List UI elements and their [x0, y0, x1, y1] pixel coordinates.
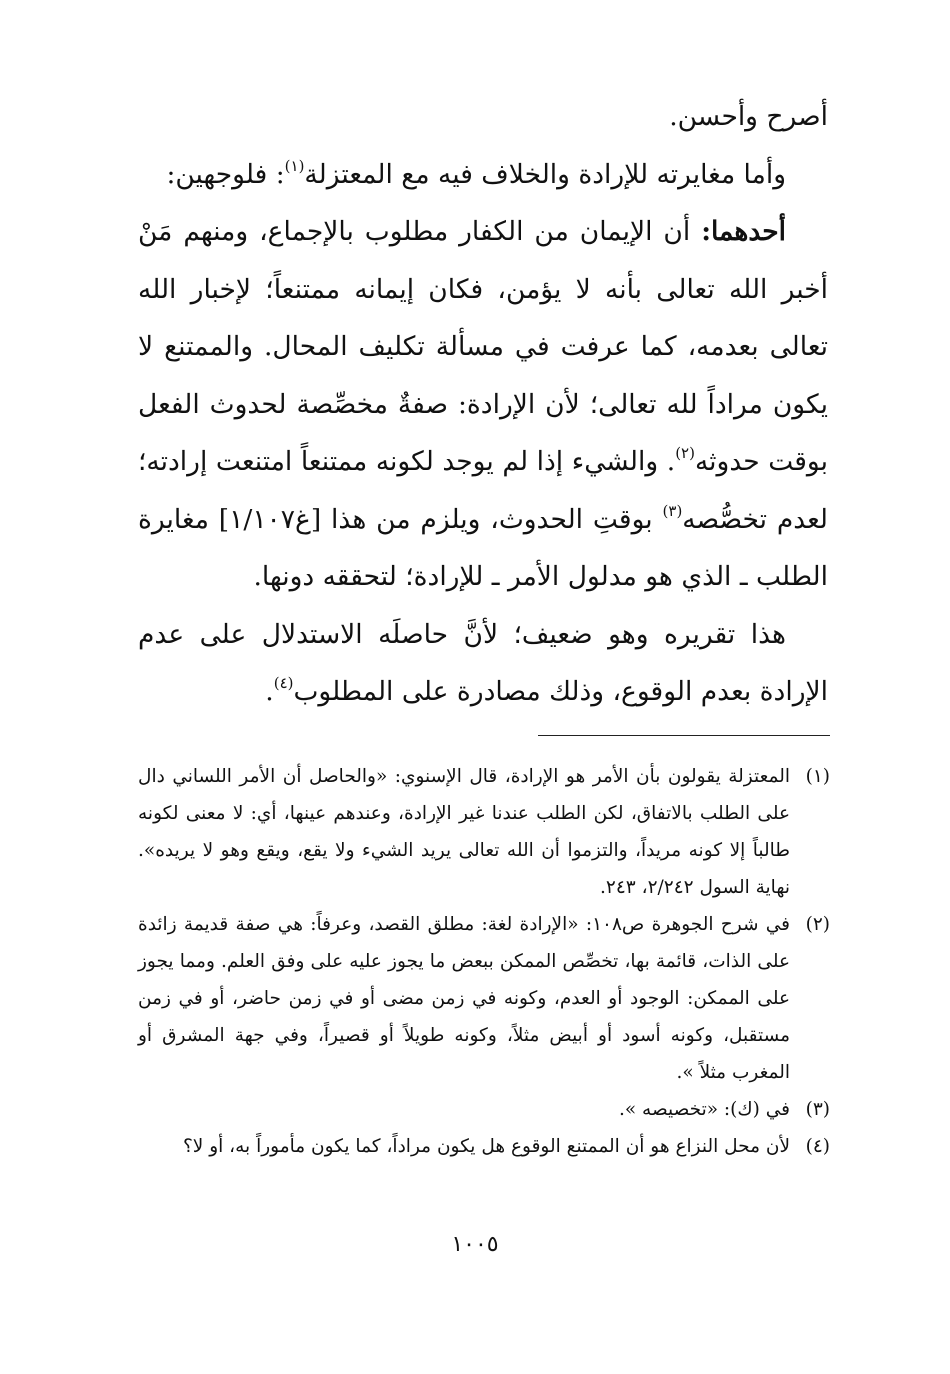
footnote-1	[138, 758, 830, 906]
paragraph-3-text-a: أن الإيمان من الكفار مطلوب بالإجماع، ومنهم مَنْ أخبر الله تعالى بأنه لا يؤمن، فكان إيمانه ممتنعاً؛ لإخبار الله تعالى بعدمه، كما عرفت في مسألة تكليف المحال. والممتنع لا يكون مراداً لله تعالى؛ لأن الإرادة: صفةٌ مخصِّصة لحدوث الفعل بوقت حدوثه	[138, 216, 828, 477]
footnote-separator	[538, 735, 830, 736]
footnote-ref-4[interactable]: (٤)	[273, 674, 294, 692]
main-text	[138, 88, 828, 721]
footnote-text: في (ك): «تخصيصه ».	[618, 1099, 790, 1120]
footnote-number: (٣)	[805, 1099, 830, 1120]
paragraph-2	[138, 146, 828, 204]
page-number: ١٠٠٥	[451, 1232, 499, 1257]
footnote-number: (٤)	[805, 1136, 830, 1157]
footnote-2	[138, 906, 830, 1091]
paragraph-2-text: وأما مغايرته للإرادة والخلاف فيه مع المعتزلة	[304, 158, 786, 190]
paragraph-4	[138, 606, 828, 721]
paragraph-3	[138, 203, 828, 606]
footnotes	[138, 758, 830, 1165]
footnote-ref-1[interactable]: (١)	[284, 156, 305, 175]
footnote-number: (٢)	[805, 914, 830, 935]
paragraph-2-tail: : فلوجهين:	[166, 158, 285, 190]
paragraph-3-text-c: بوقتِ الحدوث، ويلزم من هذا [غ١/١٠٧] مغايرة الطلب ـ الذي هو مدلول الأمر ـ للإرادة؛ لتحققه دونها.	[138, 503, 828, 592]
footnote-text: المعتزلة يقولون بأن الأمر هو الإرادة، قال الإسنوي: «والحاصل أن الأمر اللساني دال على الطلب بالاتفاق، لكن الطلب عندنا غير الإرادة، وعندهم عينها، أي: لا معنى لكونه طالباً إلا كونه مريداً، والتزموا أن الله تعالى يريد الشيء ولا يقع، ويقع وهو لا يريده». نهاية السول ٢/٢٤٢، ٢٤٣.	[138, 766, 790, 898]
footnote-3	[138, 1091, 830, 1128]
footnote-ref-2[interactable]: (٢)	[675, 444, 695, 462]
footnote-4	[138, 1128, 830, 1165]
paragraph-3-text-b: . والشيء إذا لم يوجد لكونه ممتنعاً امتنعت إرادته؛ لعدم تخصُّصه	[138, 446, 828, 535]
paragraph-1	[138, 88, 828, 146]
footnote-text: في شرح الجوهرة ص١٠٨: «الإرادة لغة: مطلق القصد، وعرفاً: هي صفة قديمة زائدة على الذات، قائمة بها، تخصِّص الممكن ببعض ما يجوز عليه على وفق العلم. ومما يجوز على الممكن: الوجود أو العدم، وكونه في زمن مضى أو في زمن حاضر، أو في زمن مستقبل، وكونه أسود أو أبيض مثلاً، وكونه طويلاً أو قصيراً، وفي جهة المشرق أو المغرب مثلاً ».	[138, 914, 790, 1083]
paragraph-1-text: أصرح وأحسن.	[669, 101, 828, 132]
footnote-ref-3[interactable]: (٣)	[662, 501, 683, 520]
footnote-number: (١)	[805, 766, 830, 787]
footnote-text: لأن محل النزاع هو أن الممتنع الوقوع هل يكون مراداً، كما يكون مأموراً به، أو لا؟	[182, 1136, 790, 1157]
paragraph-4-text: هذا تقريره وهو ضعيف؛ لأنَّ حاصلَه الاستدلال على عدم الإرادة بعدم الوقوع، وذلك مصادرة على المطلوب	[138, 618, 828, 707]
paragraph-3-label: أحدهما:	[701, 216, 786, 247]
paragraph-4-tail: .	[265, 676, 274, 707]
